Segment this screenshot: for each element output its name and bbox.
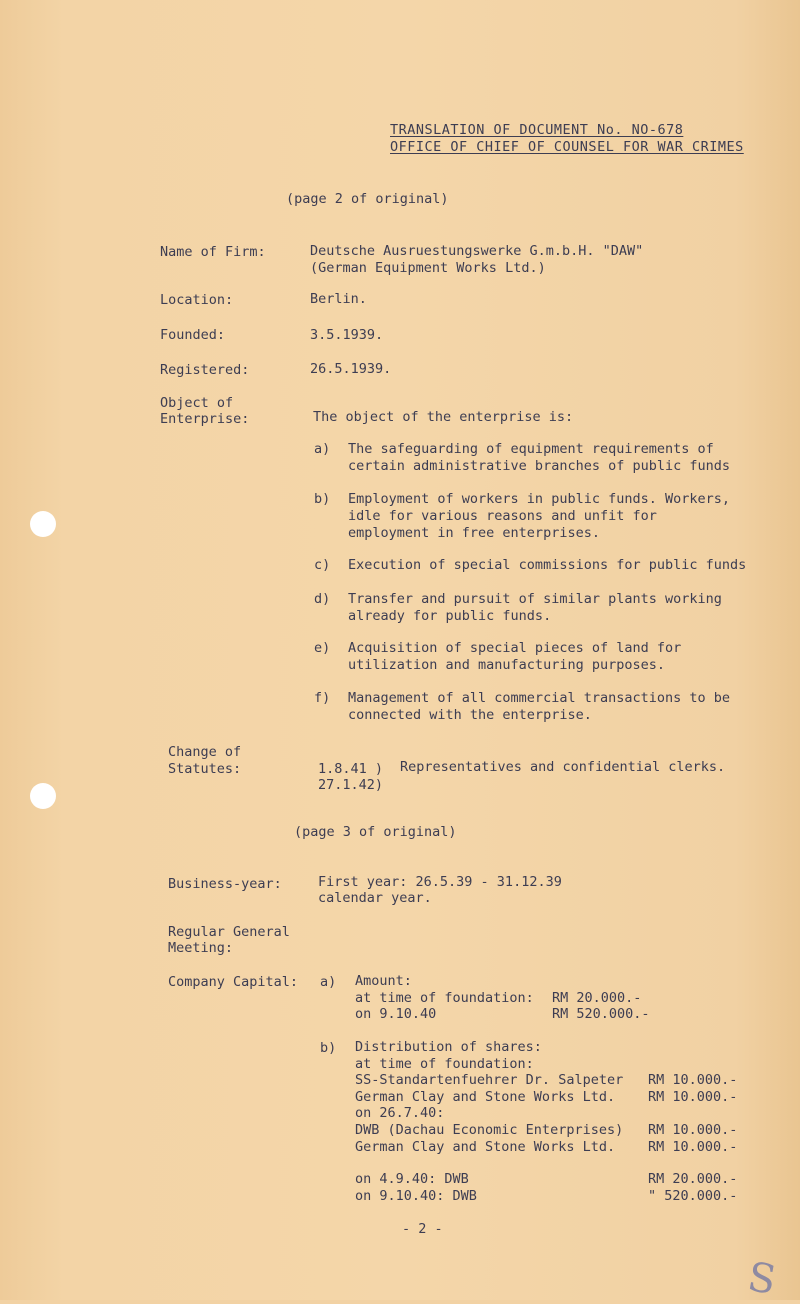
later-share-value: " 520.000.- bbox=[648, 1188, 738, 1204]
item-text: Acquisition of special pieces of land for bbox=[348, 640, 682, 656]
punch-hole-lower bbox=[30, 783, 56, 809]
shareholder-value: RM 10.000.- bbox=[648, 1139, 738, 1155]
capital-label: Company Capital: bbox=[168, 974, 299, 990]
item-text: utilization and manufacturing purposes. bbox=[348, 657, 665, 673]
capital-b-mark: b) bbox=[320, 1040, 337, 1056]
item-mark: e) bbox=[314, 640, 331, 656]
distribution-foundation: at time of foundation: bbox=[355, 1056, 534, 1072]
shareholder-name: German Clay and Stone Works Ltd. bbox=[355, 1089, 616, 1105]
distribution-title: Distribution of shares: bbox=[355, 1039, 542, 1055]
object-item-a bbox=[314, 441, 730, 475]
location-value: Berlin. bbox=[310, 291, 367, 307]
general-meeting-label-2: Meeting: bbox=[168, 940, 234, 956]
item-text: Execution of special commissions for public funds bbox=[348, 557, 747, 573]
header-office: OFFICE OF CHIEF OF COUNSEL FOR WAR CRIMES bbox=[390, 139, 744, 155]
capital-a-mark: a) bbox=[320, 974, 337, 990]
object-label-2: Enterprise: bbox=[160, 411, 250, 427]
item-mark: c) bbox=[314, 557, 331, 573]
punch-hole-upper bbox=[30, 511, 56, 537]
item-text: Management of all commercial transactions to be bbox=[348, 690, 731, 706]
item-text: Transfer and pursuit of similar plants working bbox=[348, 591, 722, 607]
firm-label: Name of Firm: bbox=[160, 244, 266, 260]
registered-value: 26.5.1939. bbox=[310, 361, 392, 377]
shareholder-value: RM 10.000.- bbox=[648, 1072, 738, 1088]
business-year-calendar: calendar year. bbox=[318, 890, 432, 906]
registered-label: Registered: bbox=[160, 362, 250, 378]
shareholder-name: SS-Standartenfuehrer Dr. Salpeter bbox=[355, 1072, 624, 1088]
location-label: Location: bbox=[160, 292, 234, 308]
page-number: - 2 - bbox=[402, 1221, 443, 1237]
item-text: The safeguarding of equipment requirements of bbox=[348, 441, 714, 457]
header-title: TRANSLATION OF DOCUMENT No. NO-678 bbox=[390, 122, 684, 138]
document-header bbox=[390, 122, 744, 156]
firm-name-translation: (German Equipment Works Ltd.) bbox=[310, 260, 546, 276]
business-year-label: Business-year: bbox=[168, 876, 282, 892]
firm-name: Deutsche Ausruestungswerke G.m.b.H. "DAW" bbox=[310, 243, 644, 259]
item-text: certain administrative branches of public funds bbox=[348, 458, 731, 474]
later-share-value: RM 20.000.- bbox=[648, 1171, 738, 1187]
capital-foundation-value: RM 20.000.- bbox=[552, 990, 642, 1006]
object-intro: The object of the enterprise is: bbox=[313, 409, 574, 425]
shareholder-value: RM 10.000.- bbox=[648, 1089, 738, 1105]
page-note-original-3: (page 3 of original) bbox=[294, 824, 457, 840]
object-item-c bbox=[314, 557, 746, 574]
shareholder-name: DWB (Dachau Economic Enterprises) bbox=[355, 1122, 624, 1138]
object-item-f bbox=[314, 690, 730, 724]
item-text: Employment of workers in public funds. Workers, bbox=[348, 491, 731, 507]
statutes-date-2: 27.1.42) bbox=[318, 777, 384, 793]
business-year-first: First year: 26.5.39 - 31.12.39 bbox=[318, 874, 562, 890]
statutes-label-2: Statutes: bbox=[168, 761, 242, 777]
capital-later-value: RM 520.000.- bbox=[552, 1006, 650, 1022]
item-mark: d) bbox=[314, 591, 331, 607]
shareholder-value: RM 10.000.- bbox=[648, 1122, 738, 1138]
page-note-original-2: (page 2 of original) bbox=[286, 191, 449, 207]
capital-amount-title: Amount: bbox=[355, 973, 412, 989]
distribution-date: on 26.7.40: bbox=[355, 1105, 445, 1121]
statutes-date-1: 1.8.41 ) bbox=[318, 761, 384, 777]
object-label-1: Object of bbox=[160, 395, 234, 411]
item-text: connected with the enterprise. bbox=[348, 707, 592, 723]
capital-later-label: on 9.10.40 bbox=[355, 1006, 437, 1022]
founded-value: 3.5.1939. bbox=[310, 327, 384, 343]
founded-label: Founded: bbox=[160, 327, 226, 343]
object-item-d bbox=[314, 591, 722, 625]
object-item-b bbox=[314, 491, 730, 542]
item-text: idle for various reasons and unfit for bbox=[348, 508, 657, 524]
statutes-label-1: Change of bbox=[168, 744, 242, 760]
handwritten-mark: S bbox=[744, 1253, 780, 1304]
item-text: employment in free enterprises. bbox=[348, 525, 600, 541]
item-text: already for public funds. bbox=[348, 608, 552, 624]
item-mark: a) bbox=[314, 441, 331, 457]
shareholder-name: German Clay and Stone Works Ltd. bbox=[355, 1139, 616, 1155]
later-share-entry: on 9.10.40: DWB bbox=[355, 1188, 477, 1204]
item-mark: b) bbox=[314, 491, 331, 507]
general-meeting-label-1: Regular General bbox=[168, 924, 290, 940]
object-item-e bbox=[314, 640, 681, 674]
later-share-entry: on 4.9.40: DWB bbox=[355, 1171, 469, 1187]
capital-foundation-label: at time of foundation: bbox=[355, 990, 534, 1006]
statutes-text: Representatives and confidential clerks. bbox=[400, 759, 726, 775]
item-mark: f) bbox=[314, 690, 331, 706]
